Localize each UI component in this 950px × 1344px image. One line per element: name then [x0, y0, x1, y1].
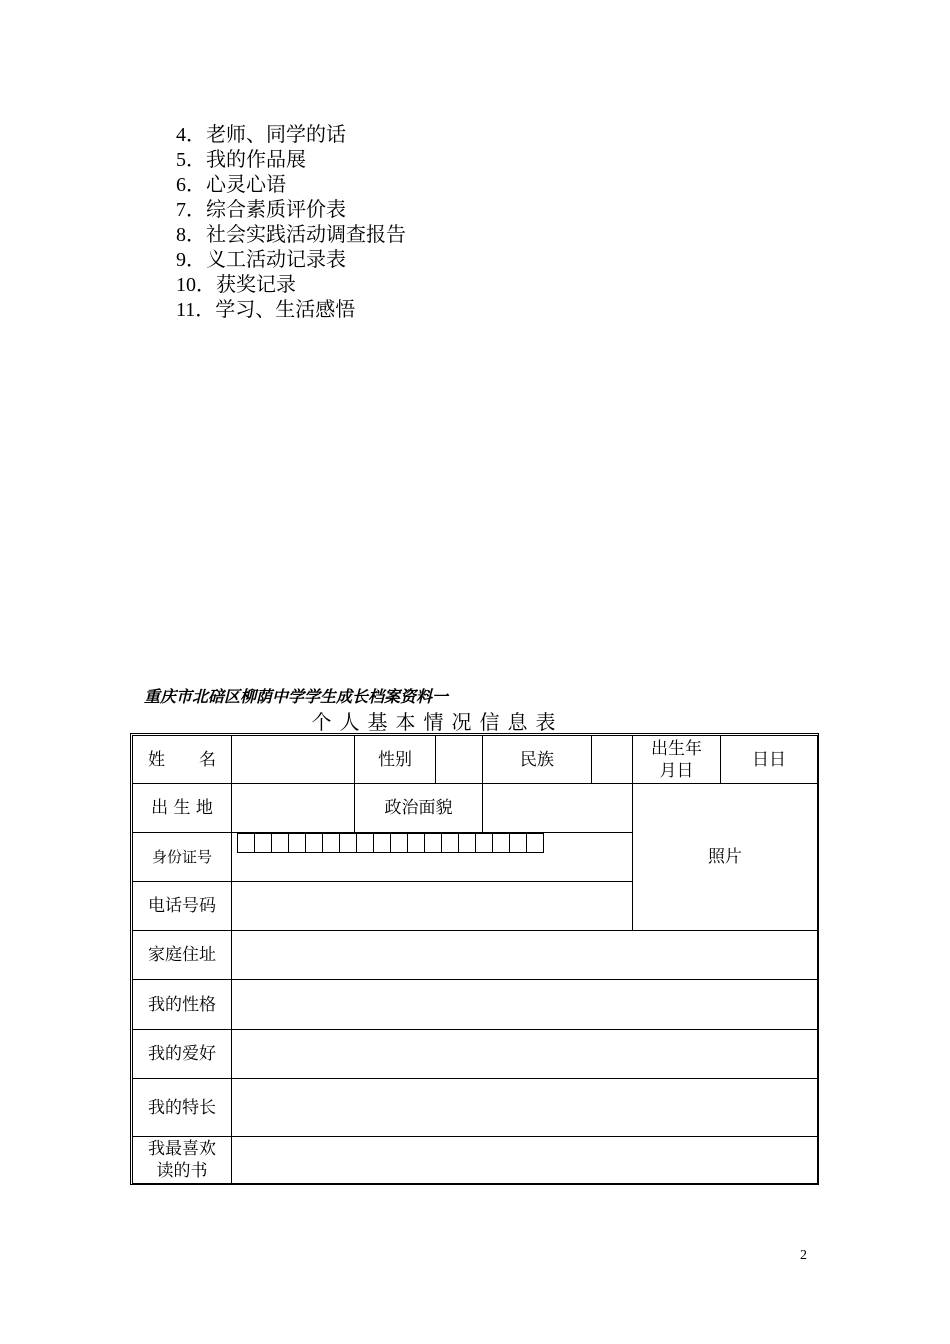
- contents-item: 4．老师、同学的话: [176, 122, 346, 146]
- name-field[interactable]: [232, 736, 355, 784]
- personal-info-table: [132, 735, 818, 1184]
- birthplace-label: 出 生 地: [133, 784, 232, 833]
- table-row: [133, 980, 818, 1030]
- table-row: [133, 1079, 818, 1137]
- birth-date-field[interactable]: 日日: [721, 736, 818, 784]
- personality-field[interactable]: [232, 980, 818, 1030]
- hobbies-field[interactable]: [232, 1030, 818, 1079]
- id-digit-box[interactable]: [339, 833, 357, 853]
- contents-item: 11．学习、生活感悟: [176, 297, 356, 321]
- phone-label: 电话号码: [133, 882, 232, 931]
- table-row: [133, 784, 818, 833]
- strengths-field[interactable]: [232, 1079, 818, 1137]
- ethnicity-label: 民族: [483, 736, 592, 784]
- ethnicity-field[interactable]: [592, 736, 633, 784]
- id-digit-box[interactable]: [492, 833, 510, 853]
- favorite-book-label: 我最喜欢 读的书: [133, 1137, 232, 1184]
- gender-field[interactable]: [436, 736, 483, 784]
- personality-label: 我的性格: [133, 980, 232, 1030]
- table-row: [133, 1137, 818, 1184]
- table-row: [133, 1030, 818, 1079]
- birthplace-field[interactable]: [232, 784, 355, 833]
- contents-item: 7．综合素质评价表: [176, 197, 346, 221]
- photo-area[interactable]: 照片: [633, 784, 818, 931]
- id-number-boxes[interactable]: [238, 833, 632, 853]
- contents-item: 8．社会实践活动调查报告: [176, 222, 406, 246]
- page-number: 2: [800, 1248, 807, 1263]
- contents-item: 9．义工活动记录表: [176, 247, 346, 271]
- birth-date-label: 出生年 月日: [633, 736, 721, 784]
- name-label: 姓 名: [133, 736, 232, 784]
- form-title: 个人基本情况信息表: [311, 710, 564, 734]
- id-digit-box[interactable]: [526, 833, 544, 853]
- id-digit-box[interactable]: [373, 833, 391, 853]
- phone-field[interactable]: [232, 882, 633, 931]
- political-status-label: 政治面貌: [355, 784, 483, 833]
- gender-label: 性别: [355, 736, 436, 784]
- contents-item: 6．心灵心语: [176, 172, 286, 196]
- contents-item: 10．获奖记录: [176, 272, 296, 296]
- id-digit-box[interactable]: [322, 833, 340, 853]
- table-row: [133, 931, 818, 980]
- contents-item: 5．我的作品展: [176, 147, 306, 171]
- hobbies-label: 我的爱好: [133, 1030, 232, 1079]
- id-digit-box[interactable]: [390, 833, 408, 853]
- id-digit-box[interactable]: [509, 833, 527, 853]
- favorite-book-field[interactable]: [232, 1137, 818, 1184]
- id-digit-box[interactable]: [305, 833, 323, 853]
- contents-list: [176, 122, 406, 322]
- address-field[interactable]: [232, 931, 818, 980]
- political-status-field[interactable]: [483, 784, 633, 833]
- id-digit-box[interactable]: [475, 833, 493, 853]
- id-digit-box[interactable]: [288, 833, 306, 853]
- address-label: 家庭住址: [133, 931, 232, 980]
- id-digit-box[interactable]: [424, 833, 442, 853]
- id-digit-box[interactable]: [458, 833, 476, 853]
- id-digit-box[interactable]: [407, 833, 425, 853]
- id-digit-box[interactable]: [271, 833, 289, 853]
- id-digit-box[interactable]: [356, 833, 374, 853]
- id-digit-box[interactable]: [254, 833, 272, 853]
- strengths-label: 我的特长: [133, 1079, 232, 1137]
- id-digit-box[interactable]: [237, 833, 255, 853]
- id-number-field[interactable]: [232, 833, 633, 882]
- form-subtitle: 重庆市北碚区柳荫中学学生成长档案资料一: [144, 687, 449, 706]
- table-row: [133, 736, 818, 784]
- id-number-label: 身份证号: [133, 833, 232, 882]
- id-digit-box[interactable]: [441, 833, 459, 853]
